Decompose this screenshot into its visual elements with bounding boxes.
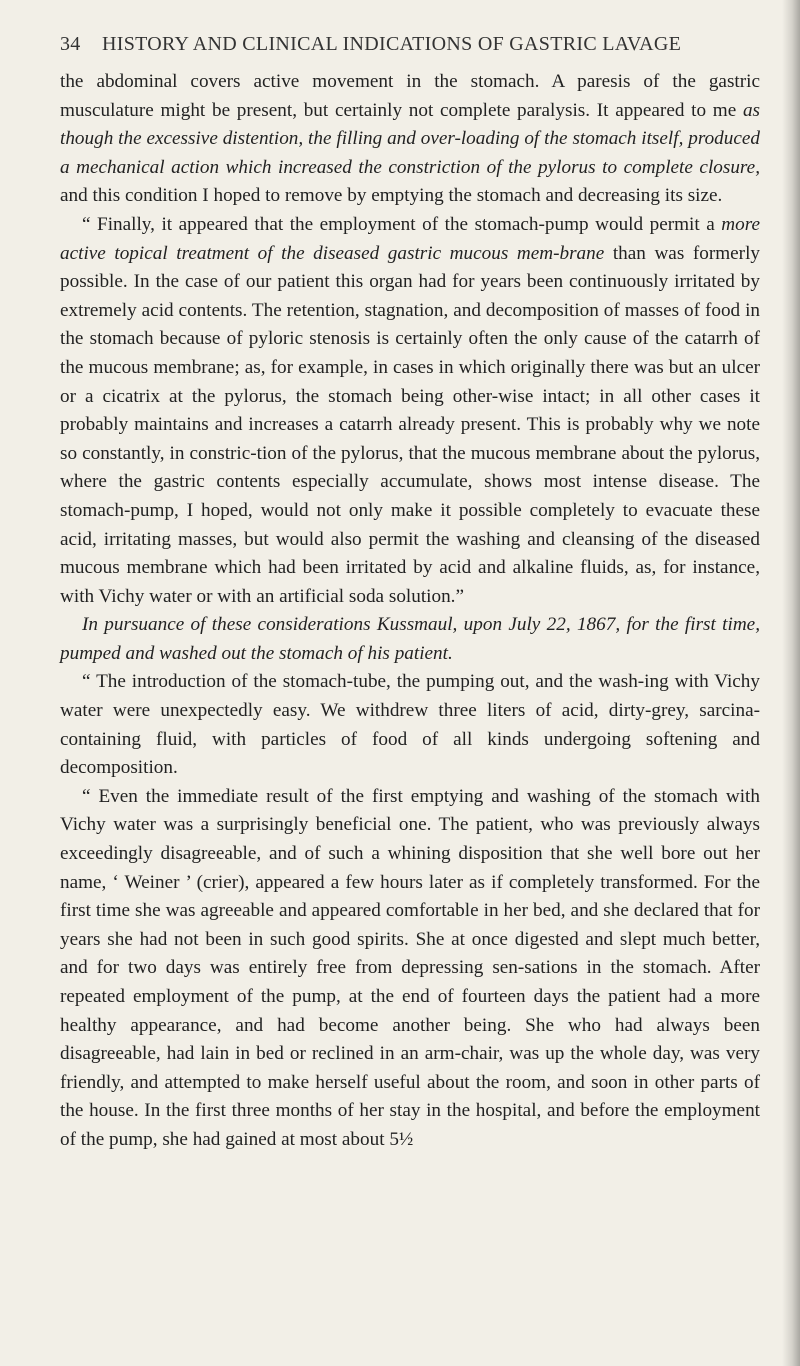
page-body [60, 68, 760, 1155]
running-title: HISTORY AND CLINICAL INDICATIONS OF GASTRIC LAVAGE [102, 33, 682, 55]
text-run: the abdominal covers active movement in the stomach. A paresis of the gastric musculature might be present, but certainly not complete paralysis. It appeared to me [60, 71, 760, 121]
paragraph-1 [60, 68, 760, 211]
italic-run: more active topical treatment of the diseased gastric mucous mem-brane [60, 213, 760, 264]
text-run: “ Even the immediate result of the first emptying and washing of the stomach with Vichy water was a surprisingly beneficial one. The patient, who was previously always exceedingly disagreeable, and of such a whining disposition that she well bore out her name, ‘ Weiner ’ (crier), appeared a few hours later as if completely transformed. For the first time she was agreeable and appeared comfortable in her bed, and she declared that for years she had not been in such good spirits. She at once digested and slept much better, and for two days was entirely free from depressing sen-sations in the stomach. After repeated employment of the pump, at the end of fourteen days the patient had a more healthy appearance, and had become another being. She who had always been disagreeable, had lain in bed or reclined in an arm-chair, was up the whole day, was very friendly, and attempted to make herself useful about the room, and soon in other parts of the house. In the first three months of her stay in the hospital, and before the employment of the pump, she had gained at most about 5½ [60, 785, 760, 1150]
page-edge-shadow [782, 0, 800, 1366]
paragraph-4 [60, 668, 760, 782]
paragraph-5 [60, 783, 760, 1155]
text-run: and this condition I hoped to remove by emptying the stomach and decreasing its size. [60, 185, 723, 207]
running-header [60, 33, 760, 56]
italic-run: as though the excessive distention, the filling and over-loading of the stomach itself, produced a mechanical action which increased the constriction of the pylorus to complete closure, [60, 99, 760, 178]
text-run: “ The introduction of the stomach-tube, the pumping out, and the wash-ing with Vichy water were unexpectedly easy. We withdrew three liters of acid, dirty-grey, sarcina-containing fluid, with particles of food of all kinds undergoing softening and decomposition. [60, 671, 760, 779]
text-run: than was formerly possible. In the case of our patient this organ had for years been continuously irritated by extremely acid contents. The retention, stagnation, and decomposition of masses of food in the stomach because of pyloric stenosis is certainly often the only cause of the catarrh of the mucous membrane; as, for example, in cases in which originally there was but an ulcer or a cicatrix at the pylorus, the stomach being other-wise intact; in all other cases it probably maintains and increases a catarrh already present. This is probably why we note so constantly, in constric-tion of the pylorus, that the mucous membrane about the pylorus, where the gastric contents especially accumulate, shows most intense disease. The stomach-pump, I hoped, would not only make it possible completely to evacuate these acid, irritating masses, but would also permit the washing and cleansing of the diseased mucous membrane which had been irritated by acid and alkaline fluids, as, for instance, with Vichy water or with an artificial soda solution.” [60, 242, 760, 607]
paragraph-3 [60, 611, 760, 668]
paragraph-2 [60, 211, 760, 611]
text-run: “ Finally, it appeared that the employment of the stomach-pump would permit a [82, 213, 722, 235]
italic-run: In pursuance of these considerations Kussmaul, upon July 22, 1867, for the first time, pumped and washed out the stomach of his patient. [60, 614, 760, 664]
page-number: 34 [60, 33, 81, 55]
